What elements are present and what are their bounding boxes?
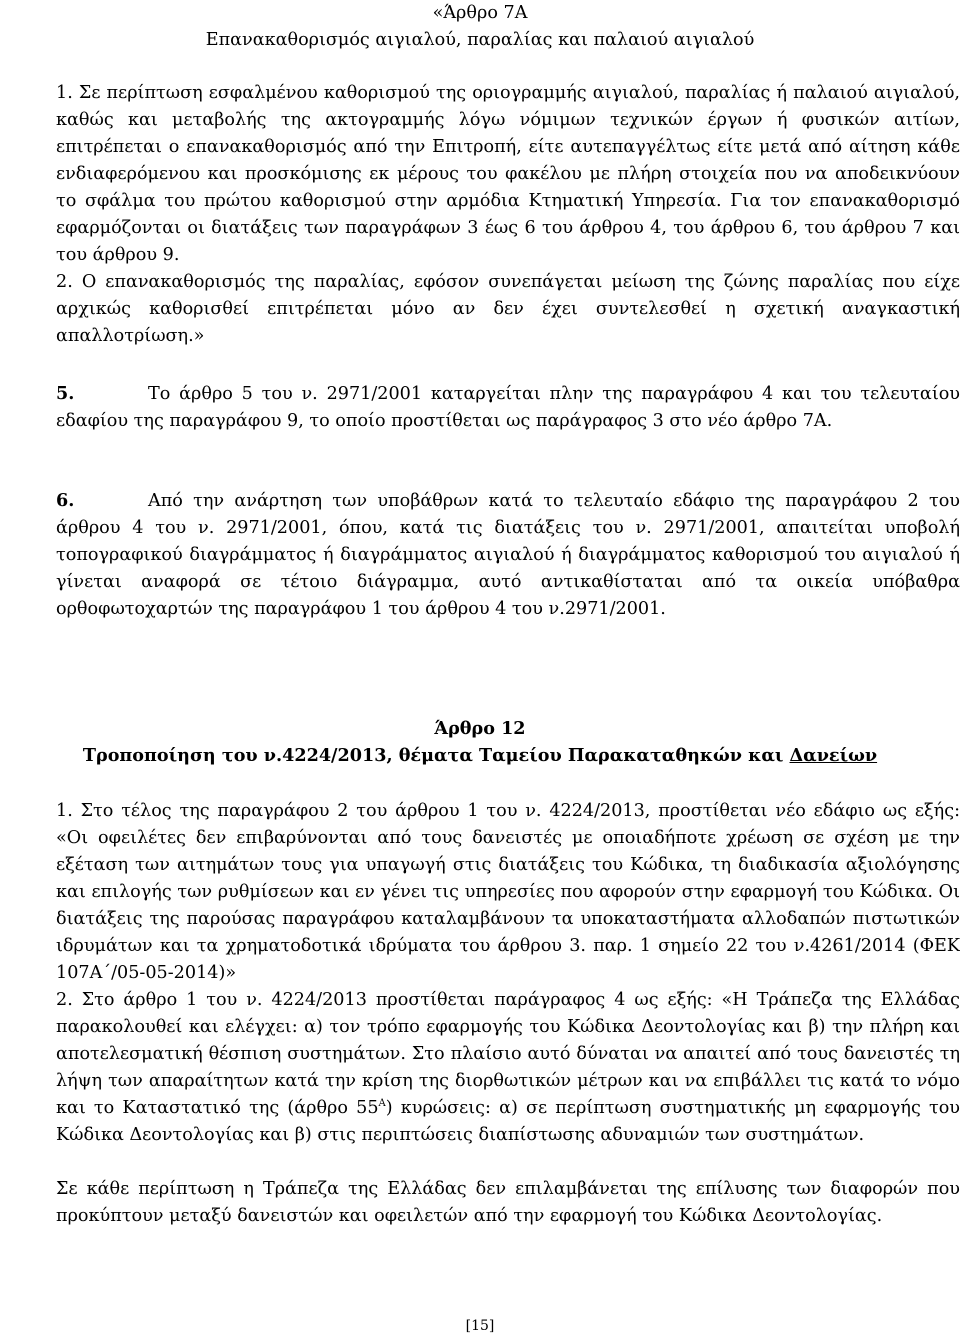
item-6-text: Από την ανάρτηση των υποβάθρων κατά το τελευταίο εδάφιο της παραγράφου 2 του άρθρου 4 του ν. 2971/2001, όπου, κατά τις διατάξεις του ν. 2971/2001, απαιτείται υποβολή τοπογραφικού διαγράμματος ή διαγράμματος αιγιαλού ή διαγράμματος καθορισμού του αιγιαλού ή γίνεται αναφορά σε τέτοιο διάγραμμα, αυτό αντικαθίσταται από τα οικεία υπόβαθρα ορθοφωτοχαρτών της παραγράφου 1 του άρθρου 4 του ν.2971/2001.	[56, 491, 960, 619]
article-12-paragraph-2	[56, 987, 960, 1149]
article-12-paragraph-2-continued: ) κυρώσεις: α) σε περίπτωση συστηματικής μη εφαρμογής του Κώδικα Δεοντολογίας και β) στις περιπτώσεις διαπίστωσης αδυναμιών των συστημάτων.	[56, 1098, 960, 1145]
article-12-subtitle-text: Τροποποίηση του ν.4224/2013, θέματα Ταμείου Παρακαταθηκών και	[82, 745, 790, 766]
article-12-paragraph-3: Σε κάθε περίπτωση η Τράπεζα της Ελλάδας δεν επιλαμβάνεται της επίλυσης των διαφορών που προκύπτουν μεταξύ δανειστών και οφειλετών από την εφαρμογή του Κώδικα Δεοντολογίας.	[56, 1179, 960, 1226]
article-7a-paragraph-2: 2. Ο επανακαθορισμός της παραλίας, εφόσον συνεπάγεται μείωση της ζώνης παραλίας που είχε αρχικώς καθορισθεί επιτρέπεται μόνο αν δεν έχει συντελεσθεί η σχετική αναγκαστική απαλλοτρίωση.»	[56, 272, 960, 346]
item-5-text: Το άρθρο 5 του ν. 2971/2001 καταργείται πλην της παραγράφου 4 και του τελευταίου εδαφίου της παραγράφου 9, το οποίο προστίθεται ως παράγραφος 3 στο νέο άρθρο 7Α.	[56, 384, 960, 431]
item-6-number: 6.	[56, 490, 75, 511]
article-7a-title: «Άρθρο 7Α	[432, 3, 528, 23]
article-12-title: Άρθρο 12	[434, 718, 526, 739]
page-number: [15]	[465, 1318, 495, 1334]
article-7a-subtitle: Επανακαθορισμός αιγιαλού, παραλίας και παλαιού αιγιαλού	[205, 30, 755, 50]
article-12-paragraph-2-text: 2. Στο άρθρο 1 του ν. 4224/2013 προστίθεται παράγραφος 4 ως εξής: «Η Τράπεζα της Ελλάδας παρακολουθεί και ελέγχει: α) τον τρόπο εφαρμογής του Κώδικα Δεοντολογίας και β) την πλήρη και αποτελεσματική θέσπιση συστημάτων. Στο πλαίσιο αυτό δύναται να απαιτεί από τους δανειστές τη λήψη των απαραίτητων κατά την κρίση της διορθωτικών μέτρων και να επιβάλλει τις κατά το νόμο και το Καταστατικό της (άρθρο 55	[56, 990, 960, 1118]
article-12-subtitle-underlined: Δανείων	[789, 745, 878, 766]
article-7a-paragraph-1: 1. Σε περίπτωση εσφαλμένου καθορισμού της οριογραμμής αιγιαλού, παραλίας ή παλαιού αιγιαλού, καθώς και μεταβολής της ακτογραμμής λόγω νόμιμων τεχνικών έργων ή φυσικών αιτίων, επιτρέπεται ο επανακαθορισμός από την Επιτροπή, είτε αυτεπαγγέλτως είτε μετά από αίτηση κάθε ενδιαφερόμενου και προσκόμισης εκ μέρους του φακέλου με πλήρη στοιχεία που να αποδεικνύουν το σφάλμα του πρώτου καθορισμού στην αρμόδια Κτηματική Υπηρεσία. Για τον επανακαθορισμό εφαρμόζονται οι διατάξεις των παραγράφων 3 έως 6 του άρθρου 4, του άρθρου 6, του άρθρου 7 και του άρθρου 9.	[56, 83, 960, 265]
item-5-number: 5.	[56, 383, 75, 404]
item-6-paragraph	[56, 487, 960, 623]
article-12-subtitle	[0, 742, 960, 769]
article-12-paragraph-1: 1. Στο τέλος της παραγράφου 2 του άρθρου 1 του ν. 4224/2013, προστίθεται νέο εδάφιο ως εξής: «Οι οφειλέτες δεν επιβαρύνονται από τους δανειστές με οποιαδήποτε χρέωση σε σχέση με την εξέταση των αιτημάτων τους για υπαγωγή στις διατάξεις του Κώδικα, τη διαδικασία αξιολόγησης και επιλογής των ρυθμίσεων και εν γένει τις υπηρεσίες που αφορούν στην εφαρμογή του Κώδικα. Οι διατάξεις της παρούσας παραγράφου καταλαμβάνουν τα υποκαταστήματα αλλοδαπών πιστωτικών ιδρυμάτων και τα χρηματοδοτικά ιδρύματα του άρθρου 3. παρ. 1 σημείο 22 του ν.4261/2014 (ΦΕΚ 107Α΄/05-05-2014)»	[56, 801, 960, 983]
article-12-superscript: Α	[378, 1098, 386, 1110]
item-5-paragraph	[56, 380, 960, 435]
